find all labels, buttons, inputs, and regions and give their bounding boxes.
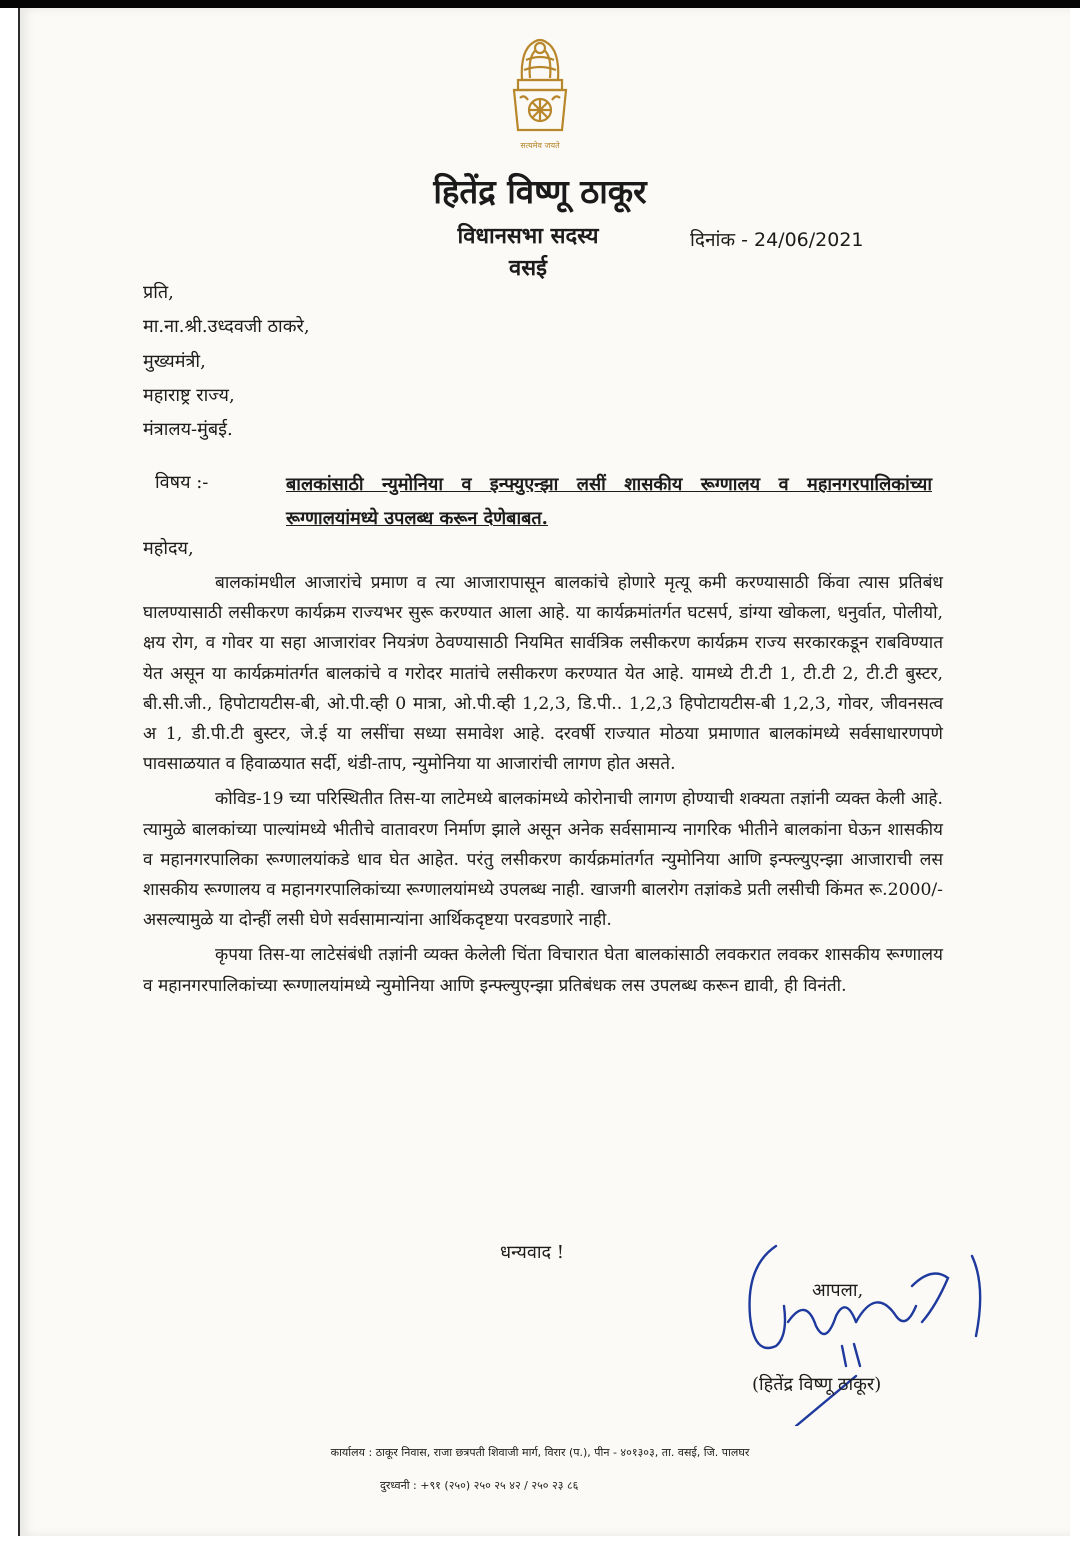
top-dark-border [0, 0, 1080, 8]
recipient-line: मा.ना.श्री.उध्दवजी ठाकरे, [143, 316, 310, 337]
state-emblem-icon [500, 20, 580, 160]
recipient-line: मंत्रालय-मुंबई. [143, 419, 233, 440]
footer-office-address: कार्यालय : ठाकूर निवास, राजा छत्रपती शिवाजी मार्ग, विरार (प.), पीन - ४०१३०३, ता. वसई, जि. पालघर [330, 1446, 750, 1459]
recipient-line: महाराष्ट्र राज्य, [143, 385, 235, 406]
letter-date: दिनांक - 24/06/2021 [690, 229, 864, 251]
constituency: वसई [509, 255, 547, 281]
body-paragraph: कृपया तिस-या लाटेसंबंधी तज्ञांनी व्यक्त केलेली चिंता विचारात घेता बालकांसाठी लवकरात लवकर शासकीय रूग्णालय व महानगरपालिकांच्या रूग्णालयांमध्ये न्युमोनिया आणि इन्फ्ल्युएन्झा प्रतिबंधक लस उपलब्ध करून द्यावी, ही विनंती. [143, 945, 943, 996]
thanks-text: धन्यवाद ! [500, 1242, 565, 1263]
recipient-line: प्रति, [143, 282, 174, 303]
body-paragraph: कोविड-19 च्या परिस्थितीत तिस-या लाटेमध्ये बालकांमध्ये कोरोनाची लागण होण्याची शक्यता तज्ञांनी व्यक्त केली आहे. त्यामुळे बालकांच्या पाल्यांमध्ये भीतीचे वातावरण निर्माण झाले असून अनेक सर्वसामान्य नागरिक भीतीने बालकांना घेऊन शासकीय व महानगरपालिका रूग्णालयांकडे धाव घेत आहेत. परंतु लसीकरण कार्यक्रमांतर्गत न्युमोनिया आणि इन्फ्ल्युएन्झा आजाराची लस शासकीय रूग्णालय व महानगरपालिकांच्या रूग्णालयांमध्ये उपलब्ध नाही. खाजगी बालरोग तज्ञांकडे प्रती लसीची किंमत रू.2000/- असल्यामुळे या दोन्हीं लसी घेणे सर्वसामान्यांना आर्थिकदृष्टया परवडणारे नाही. [143, 789, 943, 931]
recipient-line: मुख्यमंत्री, [143, 351, 206, 372]
salutation: महोदय, [143, 538, 194, 559]
subject-text: बालकांसाठी न्युमोनिया व इन्फ्युएन्झा लसीं शासकीय रूग्णालय व महानगरपालिकांच्या रूग्णालयांमध्ये उपलब्ध करून देणेबाबत. [286, 474, 932, 529]
body-paragraph: बालकांमधील आजारांचे प्रमाण व त्या आजारापासून बालकांचे होणारे मृत्यू कमी करण्यासाठी किंवा त्यास प्रतिबंध घालण्यासाठी लसीकरण कार्यक्रम राज्यभर सुरू करण्यात आला आहे. या कार्यक्रमांतर्गत घटसर्प, डांग्या खोकला, धनुर्वात, पोलीयो, क्षय रोग, व गोवर या सहा आजारांवर नियत्रंण ठेवण्यासाठी नियमित सार्वत्रिक लसीकरण कार्यक्रम राज्य सरकारकडून राबविण्यात येत असून या कार्यक्रमांतर्गत बालकांचे व गरोदर मातांचे लसीकरण करण्यात येत आहे. यामध्ये टी.टी 1, टी.टी 2, टी.टी बुस्टर, बी.सी.जी., हिपोटायटीस-बी, ओ.पी.व्ही 0 मात्रा, ओ.पी.व्ही 1,2,3, डि.पी.. 1,2,3 हिपोटायटीस-बी 1,2,3, गोवर, जीवनसत्व अ 1, डी.पी.टी बुस्टर, जे.ई या लसींचा सध्या समावेश आहे. दरवर्षी राज्यात मोठया प्रमाणात बालकांमध्ये सर्वसाधारणपणे पावसाळयात व हिवाळयात सर्दी, थंडी-ताप, न्युमोनिया या आजारांची लागण होत असते. [143, 573, 943, 775]
signatory-name: (हितेंद्र विष्णू ठाकूर) [752, 1374, 882, 1395]
designation: विधानसभा सदस्य [457, 223, 599, 249]
signature-icon [736, 1226, 1006, 1426]
svg-text:सत्यमेव जयते: सत्यमेव जयते [520, 141, 560, 150]
letter-body [143, 568, 943, 1006]
letterhead-name: हितेंद्र विष्णू ठाकूर [433, 172, 647, 211]
footer-phone: दुरध्वनी : +९१ (२५०) २५० २५ ४२ / २५० २३ ८६ [380, 1479, 579, 1492]
yours-text: आपला, [812, 1280, 864, 1301]
subject-label: विषय :- [155, 472, 209, 493]
